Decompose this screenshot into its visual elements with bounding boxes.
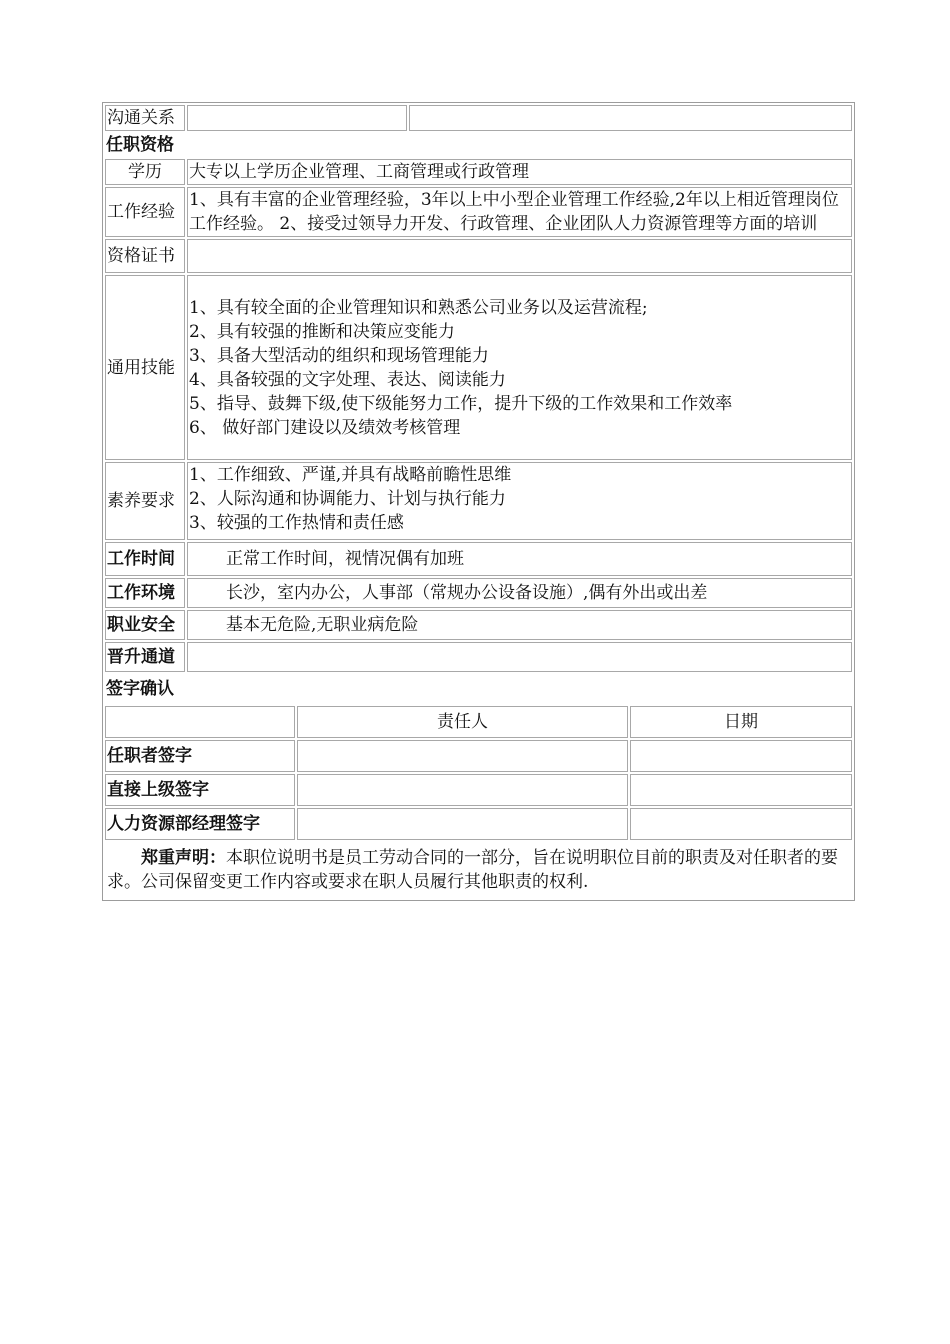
work-time-row <box>105 542 852 576</box>
signature-label: 直接上级签字 <box>105 774 295 806</box>
signature-row <box>105 808 852 840</box>
work-time-value: 正常工作时间，视情况偶有加班 <box>187 542 852 576</box>
certificate-row <box>105 239 852 273</box>
signature-date-field[interactable] <box>630 774 852 806</box>
signature-heading-row <box>105 674 852 704</box>
quality-list <box>187 462 852 540</box>
signature-person-field[interactable] <box>297 740 628 772</box>
signature-label: 任职者签字 <box>105 740 295 772</box>
qualification-heading-row <box>105 133 852 157</box>
certificate-label: 资格证书 <box>105 239 185 273</box>
environment-value: 长沙，室内办公，人事部（常规办公设备设施）,偶有外出或出差 <box>187 578 852 608</box>
quality-item: 3、较强的工作热情和责任感 <box>189 513 404 533</box>
signature-date-field[interactable] <box>630 808 852 840</box>
declaration-text: 本职位说明书是员工劳动合同的一部分，旨在说明职位目前的职责及对任职者的要求。公司保留变更工作内容或要求在职人员履行其他职责的权利. <box>107 848 838 892</box>
skill-item: 6、 做好部门建设以及绩效考核管理 <box>189 417 461 438</box>
promotion-value <box>187 642 852 672</box>
skill-item: 2、具有较强的推断和决策应变能力 <box>189 321 455 342</box>
signature-row <box>105 774 852 806</box>
quality-item: 2、人际沟通和协调能力、计划与执行能力 <box>189 489 506 509</box>
education-row <box>105 159 852 185</box>
communication-external-cell <box>409 105 852 131</box>
declaration-cell <box>105 842 852 898</box>
experience-value: 1、具有丰富的企业管理经验，3年以上中小型企业管理工作经验,2年以上相近管理岗位工作经验。 2、接受过领导力开发、行政管理、企业团队人力资源管理等方面的培训 <box>187 187 852 237</box>
skill-item: 5、指导、鼓舞下级,使下级能努力工作，提升下级的工作效果和工作效率 <box>189 393 733 414</box>
promotion-label: 晋升通道 <box>105 642 185 672</box>
signature-person-field[interactable] <box>297 808 628 840</box>
skills-list <box>187 275 852 460</box>
signature-row <box>105 740 852 772</box>
safety-row <box>105 610 852 640</box>
qualification-heading: 任职资格 <box>106 135 174 155</box>
signature-person-header: 责任人 <box>297 706 628 738</box>
skills-label: 通用技能 <box>105 275 185 460</box>
communication-internal-cell <box>187 105 407 131</box>
signature-header-row <box>105 706 852 738</box>
environment-label: 工作环境 <box>105 578 185 608</box>
education-value: 大专以上学历企业管理、工商管理或行政管理 <box>187 159 852 185</box>
signature-date-header: 日期 <box>630 706 852 738</box>
quality-label: 素养要求 <box>105 462 185 540</box>
experience-label: 工作经验 <box>105 187 185 237</box>
skills-row <box>105 275 852 460</box>
environment-row <box>105 578 852 608</box>
skill-item: 1、具有较全面的企业管理知识和熟悉公司业务以及运营流程; <box>189 297 648 318</box>
signature-heading: 签字确认 <box>106 679 174 699</box>
quality-item: 1、工作细致、严谨,并具有战略前瞻性思维 <box>189 465 512 485</box>
signature-person-field[interactable] <box>297 774 628 806</box>
communication-label: 沟通关系 <box>105 105 185 131</box>
signature-label: 人力资源部经理签字 <box>105 808 295 840</box>
skill-item: 4、具备较强的文字处理、表达、阅读能力 <box>189 369 506 390</box>
education-label: 学历 <box>105 159 185 185</box>
qualification-table <box>102 102 855 901</box>
quality-row <box>105 462 852 540</box>
safety-label: 职业安全 <box>105 610 185 640</box>
signature-date-field[interactable] <box>630 740 852 772</box>
promotion-row <box>105 642 852 672</box>
communication-row <box>105 105 852 131</box>
work-time-label: 工作时间 <box>105 542 185 576</box>
declaration-lead: 郑重声明： <box>141 848 226 868</box>
safety-value: 基本无危险,无职业病危险 <box>187 610 852 640</box>
certificate-value <box>187 239 852 273</box>
signature-corner-cell <box>105 706 295 738</box>
declaration-row <box>105 842 852 898</box>
experience-row <box>105 187 852 237</box>
skill-item: 3、具备大型活动的组织和现场管理能力 <box>189 345 489 366</box>
job-description-sheet <box>102 102 849 901</box>
